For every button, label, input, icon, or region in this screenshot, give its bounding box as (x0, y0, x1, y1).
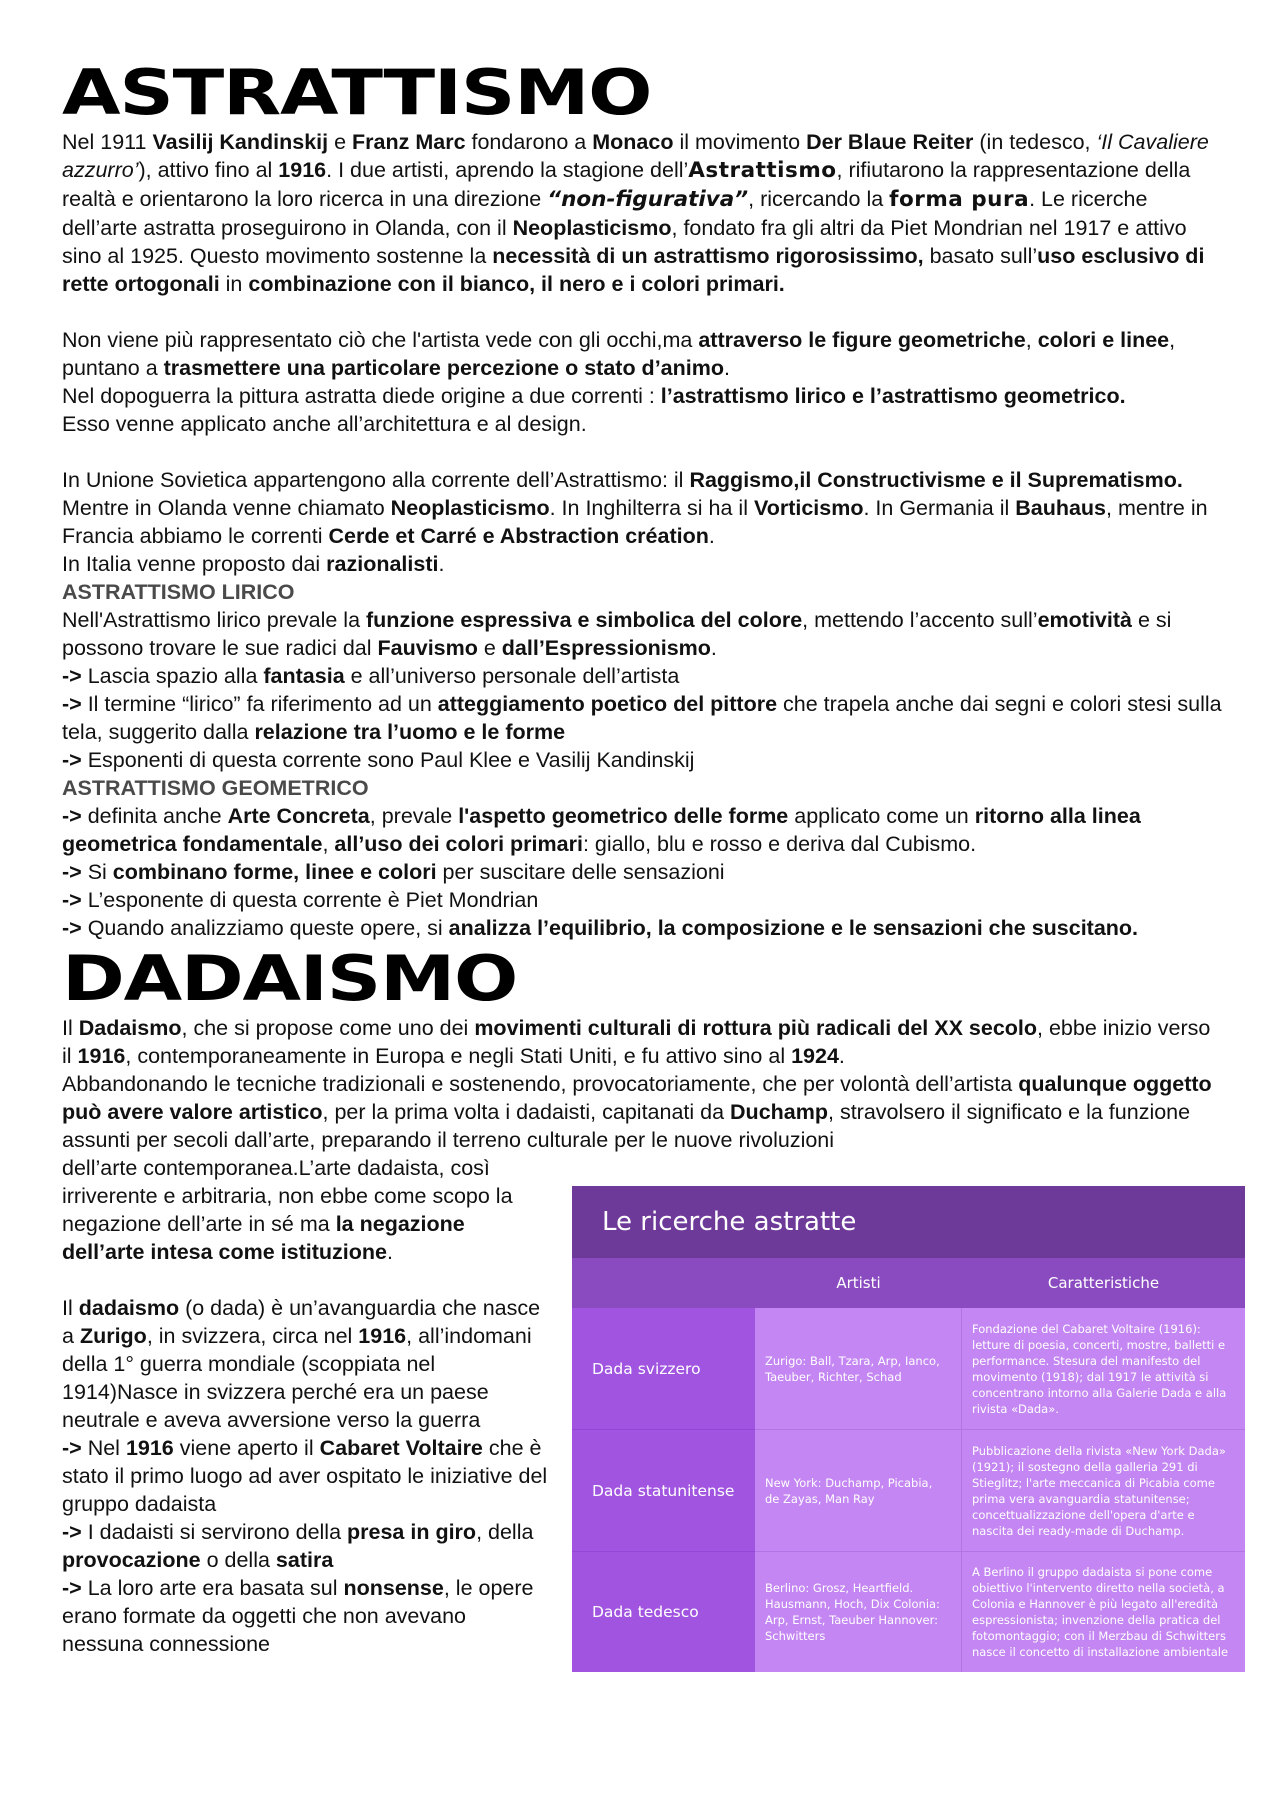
text-run: La loro arte era basata sul (81, 1576, 344, 1600)
geometrico-bullet (62, 914, 1222, 942)
text-run: e (328, 130, 353, 154)
text-run: , contemporaneamente in Europa e negli Stati Uniti, e fu attivo sino al (125, 1044, 792, 1068)
text-run: e all’universo personale dell’artista (344, 664, 680, 688)
text-run: fantasia (263, 664, 345, 688)
text-run: , ebbe inizio verso il (62, 1016, 1211, 1068)
table-title: Le ricerche astratte (572, 1186, 1245, 1258)
text-run: , che si propose come uno dei (181, 1016, 475, 1040)
text-run: in (219, 272, 249, 296)
astrattismo-geometrico-heading: ASTRATTISMO GEOMETRICO (62, 776, 369, 800)
table-row (572, 1551, 1245, 1672)
text-run: Quando analizziamo queste opere, si (81, 916, 449, 940)
text-run: Abbandonando le tecniche tradizionali e sostenendo, provocatoriamente, che per volontà dell’artista (62, 1072, 1019, 1096)
document-page (62, 56, 1229, 1674)
text-run: -> (62, 748, 82, 772)
text-run: , della (476, 1520, 534, 1544)
text-run: . In Germania il (863, 496, 1016, 520)
text-run: (o dada) è un’avanguardia che nasce a (62, 1296, 541, 1348)
text-run: movimenti culturali di rottura più radicali del XX secolo (474, 1016, 1038, 1040)
table-header-caratteristiche: Caratteristiche (1047, 1274, 1160, 1292)
text-run: “non-figurativa” (547, 187, 749, 212)
text-run: ‘Il Cavaliere azzurro’ (62, 130, 1209, 182)
text-run: la negazione dell’arte intesa come istituzione (62, 1212, 465, 1264)
lirico-bullet (62, 662, 1222, 690)
astrattismo-title: ASTRATTISMO (62, 56, 652, 129)
text-run: -> (62, 1436, 82, 1460)
row-caratteristiche: A Berlino il gruppo dadaista si pone come obiettivo l'intervento diretto nella società, a Colonia e Hannover è più legato all'eredità espressionista; invenzione della pratica del fotomontaggio; con il Merzbau di Schwitters nasce il concetto di installazione ambientale (962, 1551, 1245, 1672)
astrattismo-paragraph-correnti (62, 382, 1222, 410)
text-run: 1916 (278, 158, 327, 182)
astrattismo-paragraph-design (62, 410, 1222, 438)
text-run: -> (62, 888, 82, 912)
text-run: Cabaret Voltaire (319, 1436, 483, 1460)
text-run: Arte Concreta (227, 804, 370, 828)
text-run: -> (62, 916, 82, 940)
text-run: Zurigo (79, 1324, 147, 1348)
text-run: (in tedesco, (973, 130, 1097, 154)
table-header-artisti: Artisti (836, 1274, 881, 1292)
text-run: il movimento (673, 130, 807, 154)
text-run: 1916 (125, 1436, 174, 1460)
text-run: In Unione Sovietica appartengono alla corrente dell’Astrattismo: il (62, 468, 690, 492)
text-run: fondarono a (465, 130, 593, 154)
text-run: Neoplasticismo (390, 496, 550, 520)
text-run: nonsense (343, 1576, 444, 1600)
table-row (572, 1308, 1245, 1429)
text-run: Il (62, 1296, 79, 1320)
table-header-empty (572, 1258, 755, 1308)
text-run: combinazione con il bianco, il nero e i colori primari. (248, 272, 785, 296)
text-run: , le opere erano formate da oggetti che non avevano nessuna connessione (62, 1576, 534, 1656)
text-run: relazione tra l’uomo e le forme (254, 720, 566, 744)
text-run: In Italia venne proposto dai (62, 552, 327, 576)
text-run: . (710, 636, 717, 660)
text-run: funzione espressiva e simbolica del colore (366, 608, 803, 632)
text-run: : giallo, blu e rosso e deriva dal Cubismo. (582, 832, 977, 856)
row-artisti: New York: Duchamp, Picabia, de Zayas, Man Ray (755, 1429, 962, 1551)
row-name: Dada tedesco (572, 1551, 755, 1672)
text-run: , in svizzera, circa nel (146, 1324, 359, 1348)
text-run: combinano forme, linee e colori (112, 860, 437, 884)
text-run: e (477, 636, 502, 660)
text-run: necessità di un astrattismo rigorosissimo, (492, 244, 924, 268)
text-run: , (322, 832, 335, 856)
text-run: , all’indomani della 1° guerra mondiale (scoppiata nel 1914)Nasce in svizzera perché era un paese neutrale e aveva avversione verso la guerra (62, 1324, 532, 1432)
text-run: , mentre in Francia abbiamo le correnti (62, 496, 1208, 548)
text-run: Nel (81, 1436, 126, 1460)
text-run: Vasilij Kandinskij (152, 130, 329, 154)
text-run: Nel 1911 (62, 130, 153, 154)
text-run: . Le ricerche dell’arte astratta proseguirono in Olanda, con il (62, 187, 1148, 240)
text-run: Il (62, 1016, 79, 1040)
text-run: Nel dopoguerra la pittura astratta diede origine a due correnti : (62, 384, 661, 408)
text-run: forma pura (889, 187, 1030, 212)
text-run: , ricercando la (748, 187, 890, 211)
text-run: . In Inghilterra si ha il (549, 496, 754, 520)
text-run: Bauhaus (1015, 496, 1107, 520)
text-run: Esso venne applicato anche all’architettura e al design. (62, 412, 587, 436)
text-run: , rifiutarono la rappresentazione della realtà e orientarono la loro ricerca in una direzione (62, 158, 1191, 211)
text-run: Esponenti di questa corrente sono Paul Klee e Vasilij Kandinskij (81, 748, 695, 772)
text-run: , fondato fra gli altri da Piet Mondrian nel 1917 e attivo sino al 1925. Questo movimento sostenne la (62, 216, 1187, 268)
text-run: . (838, 1044, 845, 1068)
text-run: Non viene più rappresentato ciò che l'artista vede con gli occhi,ma (62, 328, 699, 352)
text-run: presa in giro (347, 1520, 477, 1544)
text-run: satira (275, 1548, 334, 1572)
text-run: definita anche (81, 804, 228, 828)
text-run: , prevale (369, 804, 459, 828)
text-run: atteggiamento poetico del pittore (437, 692, 778, 716)
ricerche-astratte-table (572, 1186, 1245, 1672)
text-run: Nell'Astrattismo lirico prevale la (62, 608, 367, 632)
geometrico-bullet (62, 886, 1222, 914)
row-artisti: Zurigo: Ball, Tzara, Arp, Ianco, Taeuber, Richter, Schad (755, 1308, 962, 1429)
text-run: viene aperto il (173, 1436, 320, 1460)
text-run: Mentre in Olanda venne chiamato (62, 496, 391, 520)
text-run: 1916 (358, 1324, 407, 1348)
text-run: Duchamp (730, 1100, 828, 1124)
text-run: Vorticismo (753, 496, 864, 520)
text-run: 1916 (77, 1044, 126, 1068)
dadaismo-paragraph-istituzione (62, 1154, 552, 1266)
text-run: e si possono trovare le sue radici dal (62, 608, 1172, 660)
text-run: -> (62, 1576, 82, 1600)
text-run: Il termine “lirico” fa riferimento ad un (81, 692, 438, 716)
table-row (572, 1429, 1245, 1551)
text-run: qualunque oggetto può avere valore artistico (62, 1072, 1212, 1124)
text-run: o della (200, 1548, 276, 1572)
text-run: che trapela anche dai segni e colori stesi sulla tela, suggerito dalla (62, 692, 1222, 744)
text-run: L’esponente di questa corrente è Piet Mondrian (81, 888, 539, 912)
text-run: provocazione (62, 1548, 201, 1572)
text-run: ritorno alla linea geometrica fondamentale (62, 804, 1141, 856)
text-run: . (723, 356, 730, 380)
dadaismo-paragraph-duchamp (62, 1070, 1222, 1154)
geometrico-bullet (62, 802, 1222, 858)
astrattismo-paragraph-figure (62, 326, 1222, 382)
text-run: , mettendo l’accento sull’ (802, 608, 1038, 632)
text-run: che è stato il primo luogo ad aver ospitato le iniziative del gruppo dadaista (62, 1436, 548, 1516)
dadaismo-bullet (62, 1574, 552, 1658)
text-run: 1924 (791, 1044, 839, 1068)
text-run: -> (62, 664, 82, 688)
dadaismo-paragraph-zurigo (62, 1294, 552, 1434)
text-run: l'aspetto geometrico delle forme (458, 804, 789, 828)
astrattismo-paragraph-intro (62, 128, 1222, 298)
text-run: -> (62, 692, 82, 716)
text-run: dadaismo (78, 1296, 180, 1320)
lirico-intro (62, 606, 1222, 662)
text-run: emotività (1037, 608, 1132, 632)
dadaismo-left-column (62, 1154, 552, 1658)
text-run: , puntano a (62, 328, 1176, 380)
text-run: basato sull’ (923, 244, 1038, 268)
text-run: all’uso dei colori primari (334, 832, 583, 856)
text-run: colori e linee (1037, 328, 1170, 352)
text-run: attraverso le figure geometriche (698, 328, 1026, 352)
row-caratteristiche: Pubblicazione della rivista «New York Dada» (1921); il sostegno della galleria 291 di Stieglitz; l'arte meccanica di Picabia come prima vera avanguardia statunitense; concettualizzazione dell'opera d'arte e nascita dei ready-made di Duchamp. (962, 1429, 1245, 1551)
text-run: dell’arte contemporanea.L’arte dadaista, così irriverente e arbitraria, non ebbe come scopo la negazione dell’arte in sé ma (62, 1156, 513, 1236)
text-run: trasmettere una particolare percezione o stato d’animo (163, 356, 724, 380)
astrattismo-lirico-heading: ASTRATTISMO LIRICO (62, 580, 295, 604)
text-run: . (438, 552, 445, 576)
row-artisti: Berlino: Grosz, Heartfield. Hausmann, Hoch, Dix Colonia: Arp, Ernst, Taeuber Hannover: Schwitters (755, 1551, 962, 1672)
geometrico-bullet (62, 858, 1222, 886)
row-name: Dada statunitense (572, 1429, 755, 1551)
text-run: I dadaisti si servirono della (81, 1520, 348, 1544)
text-run: Cerde et Carré e Abstraction création (328, 524, 709, 548)
text-run: . (386, 1240, 393, 1264)
text-run: Fauvismo (377, 636, 478, 660)
row-name: Dada svizzero (572, 1308, 755, 1429)
dadaismo-paragraph-intro (62, 1014, 1222, 1070)
text-run: uso esclusivo di rette ortogonali (62, 244, 1205, 296)
text-run: ), attivo fino al (138, 158, 279, 182)
dadaismo-two-column (62, 1154, 1229, 1674)
text-run: -> (62, 1520, 82, 1544)
text-run: dall’Espressionismo (501, 636, 711, 660)
dadaismo-bullet (62, 1434, 552, 1518)
text-run: Neoplasticismo (512, 216, 672, 240)
astrattismo-paragraph-italia (62, 550, 1222, 578)
text-run: , (1025, 328, 1038, 352)
text-run: Raggismo,il Constructivisme e il Suprematismo. (689, 468, 1183, 492)
text-run: Monaco (592, 130, 674, 154)
text-run: . (708, 524, 715, 548)
dadaismo-bullet (62, 1518, 552, 1574)
text-run: Franz Marc (352, 130, 466, 154)
text-run: , per la prima volta i dadaisti, capitanati da (322, 1100, 731, 1124)
text-run: . I due artisti, aprendo la stagione dell’ (326, 158, 689, 182)
text-run: Dadaismo (78, 1016, 182, 1040)
table-header-row (572, 1258, 1245, 1308)
lirico-bullet (62, 690, 1222, 746)
text-run: l’astrattismo lirico e l’astrattismo geometrico. (660, 384, 1126, 408)
text-run: analizza l’equilibrio, la composizione e le sensazioni che suscitano. (448, 916, 1139, 940)
text-run: Si (81, 860, 113, 884)
dadaismo-title: DADAISMO (62, 942, 518, 1015)
row-caratteristiche: Fondazione del Cabaret Voltaire (1916): letture di poesia, concerti, mostre, balletti e performance. Stesura del manifesto del movimento (1918); dal 1917 le attività si concentrano intorno alla Galerie Dada e alla rivista «Dada». (962, 1308, 1245, 1429)
text-run: Astrattismo (688, 158, 837, 183)
text-run: applicato come un (788, 804, 975, 828)
text-run: Lascia spazio alla (81, 664, 264, 688)
text-run: , stravolsero il significato e la funzione assunti per secoli dall’arte, preparando il terreno culturale per le nuove rivoluzioni (62, 1100, 1191, 1152)
astrattismo-paragraph-paesi (62, 466, 1222, 550)
text-run: -> (62, 804, 82, 828)
text-run: razionalisti (326, 552, 439, 576)
text-run: -> (62, 860, 82, 884)
text-run: Der Blaue Reiter (806, 130, 974, 154)
text-run: per suscitare delle sensazioni (436, 860, 725, 884)
lirico-bullet (62, 746, 1222, 774)
